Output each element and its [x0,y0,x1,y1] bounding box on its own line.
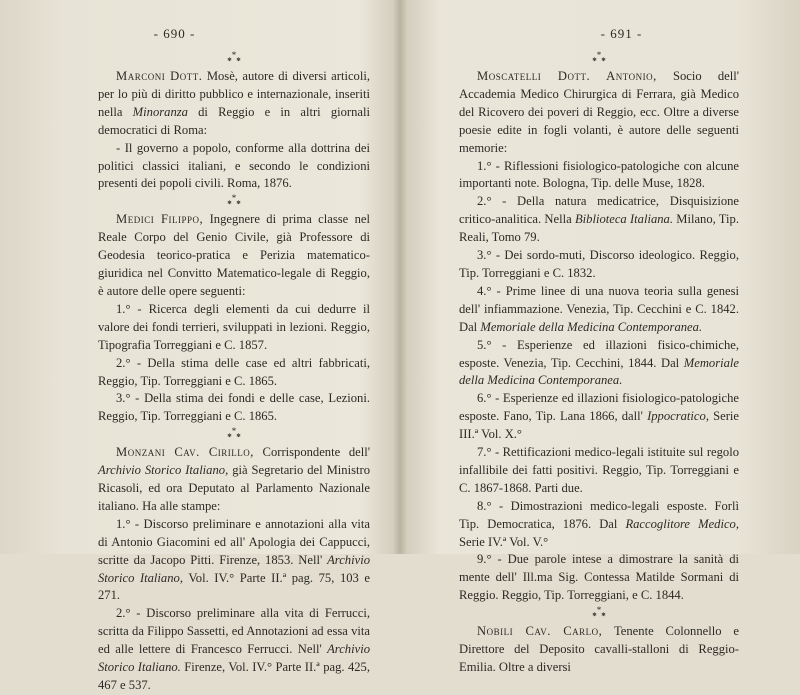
asterism-divider: * * * [227,50,241,66]
entry-name: Medici Filippo, [116,212,204,227]
asterism-divider: * * * [227,426,241,443]
entry-work: 3.° - Della stima dei fondi e delle case, Lezioni. Reggio, Tip. Torreggiani e C. 1865. [98,391,370,424]
entry-monzani: Monzani Cav. Cirillo, Corrispondente dell' Archivio Storico Italiano, già Segretario del Ministro Ricasoli, ed ora Deputato al Parlamento Nazionale italiano. Ha alle stampe: [98,445,370,513]
book-gutter [393,0,407,554]
entry-nobili: Nobili Cav. Carlo, Tenente Colonnello e Direttore del Deposito cavalli-stalloni di Reggio-Emilia. Oltre a diversi [459,624,739,674]
right-page [407,0,800,674]
entry-work: 4.° - Prime linee di una nuova teoria sulla genesi dell' infiammazione. Venezia, Tip. Cecchini e C. 1842. Dal Memoriale della Medicina Contemporanea. [459,283,739,334]
entry-name: Monzani Cav. Cirillo, [116,445,254,460]
entry-work: 8.° - Dimostrazioni medico-legali esposte. Forlì Tip. Democratica, 1876. Dal Raccoglitore Medico, Serie IV.ª Vol. V.° [459,498,739,549]
left-page [0,0,393,692]
entry-work: 1.° - Ricerca degli elementi da cui dedurre il valore dei fondi terrieri, sviluppati in lezioni. Reggio, Tipografia Torreggiani e C. 1857. [98,301,370,352]
entry-work: - Il governo a popolo, conforme alla dottrina dei politici classici italiani, e secondo le condizioni presenti dei popoli civili. Roma, 1876. [98,140,370,191]
entry-work: 2.° - Della stima delle case ed altri fabbricati, Reggio, Tip. Torreggiani e C. 1865. [98,355,370,388]
entry-work: 1.° - Discorso preliminare e annotazioni alla vita di Antonio Giacomini ed all' Apologia dei Cappucci, scritte da Jacopo Pitti. Firenze, 1853. Nell' Archivio Storico Italiano, Vol. IV.° Parte II.ª pag. 75, 103 e 271. [98,516,370,603]
asterism-divider: * * * [592,50,606,66]
page-number-left: - 690 - [153,26,196,41]
entry-marconi: Marconi Dott. Mosè, autore di diversi articoli, per lo più di diritto pubblico e internazionale, inseriti nella Minoranza di Reggio e in altri giornali democratici di Roma: [98,69,371,137]
entry-work: 6.° - Esperienze ed illazioni fisiologico-patologiche esposte. Fano, Tip. Lana 1866, dall' Ippocratico, Serie III.ª Vol. X.° [459,391,739,442]
entry-work: 5.° - Esperienze ed illazioni fisico-chimiche, esposte. Venezia, Tip. Cecchini, 1844. Dal Memoriale della Medicina Contemporanea. [459,337,739,388]
entry-name: Marconi Dott. [116,69,203,83]
entry-medici: Medici Filippo, Ingegnere di prima classe nel Reale Corpo del Genio Civile, già Professore di Geodesia teorico-pratica e Perizia matematico-giuridica nel Convitto Matematico-legale di Reggio, è autore delle opere seguenti: [98,212,370,298]
asterism-divider: * * * [227,193,241,210]
left-page-column [98,50,370,695]
entry-work: 9.° - Due parole intese a dimostrare la sanità di mente dell' Ill.ma Sig. Contessa Matilde Sormani di Reggio. Reggio, Tip. Torreggiani, e C. 1844. [459,552,739,603]
entry-work: 7.° - Rettificazioni medico-legali istituite sul regolo infallibile dei fatti positivi. Reggio, Tip. Torreggiani e C. 1867-1868. Parti due. [459,445,739,495]
entry-work: 2.° - Discorso preliminare alla vita di Ferrucci, scritta da Filippo Sassetti, ed Annotazioni ad essa vita ed alle lettere di Francesco Ferrucci. Nell' Archivio Storico Italiano. Firenze, Vol. IV.° Parte II.ª pag. 425, 467 e 537. [98,606,370,692]
right-page-column [459,50,739,677]
entry-name: Moscatelli Dott. Antonio, [477,69,657,83]
entry-work: 2.° - Della natura medicatrice, Disquisizione critico-analitica. Nella Biblioteca Italiana. Milano, Tip. Reali, Tomo 79. [459,194,740,245]
entry-work: 1.° - Riflessioni fisiologico-patologiche con alcune importanti note. Bologna, Tip. delle Muse, 1828. [459,158,739,191]
asterism-divider: * * * [592,605,606,622]
entry-work: 3.° - Dei sordo-muti, Discorso ideologico. Reggio, Tip. Torreggiani e C. 1832. [459,248,739,280]
entry-moscatelli: Moscatelli Dott. Antonio, Socio dell' Accademia Medico Chirurgica di Ferrara, già Medico del Ricovero dei poveri di Reggio, ecc. Oltre a diverse poesie edite in fogli volanti, è autore delle seguenti memorie: [459,69,740,155]
page-number-right: - 691 - [600,26,643,41]
entry-name: Nobili Cav. Carlo, [477,624,603,639]
